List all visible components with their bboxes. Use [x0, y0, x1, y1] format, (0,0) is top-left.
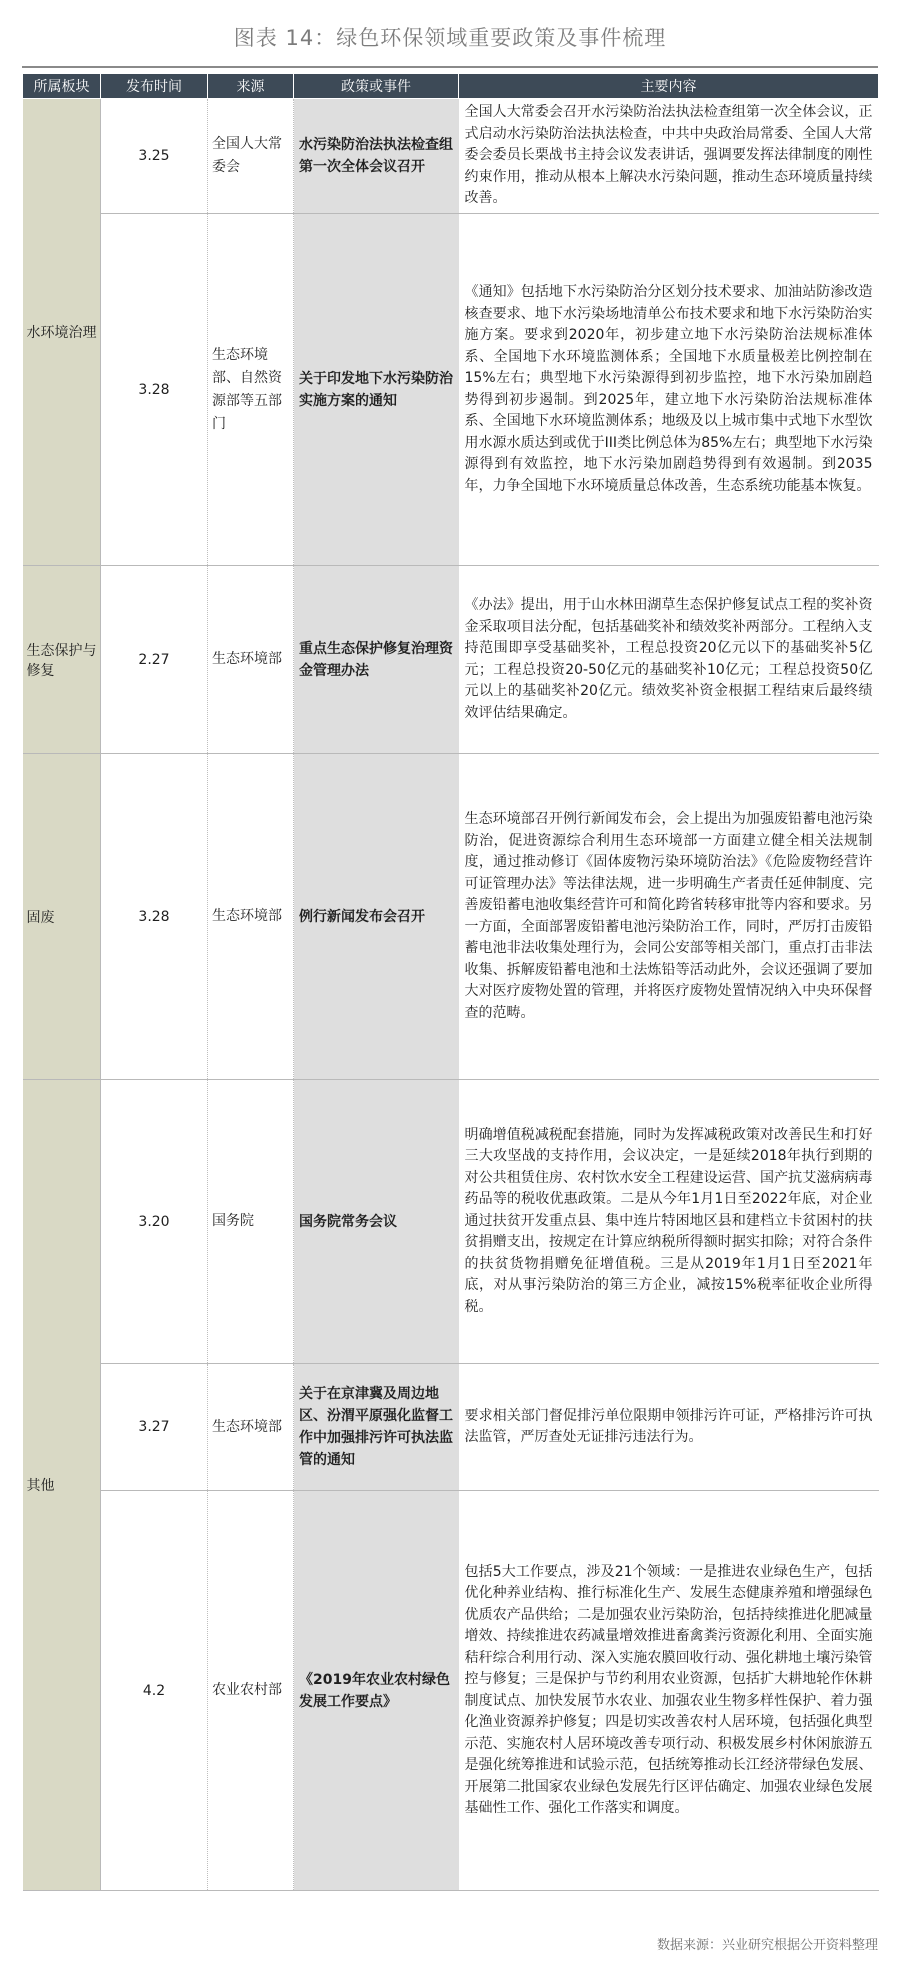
header-date: 发布时间	[101, 74, 208, 99]
source-cell: 全国人大常委会	[208, 99, 294, 214]
table-row	[23, 214, 879, 566]
source-cell: 生态环境部、自然资源部等五部门	[208, 214, 294, 566]
source-cell: 农业农村部	[208, 1491, 294, 1891]
source-note: 数据来源：兴业研究根据公开资料整理	[656, 1938, 878, 1953]
event-cell: 关于在京津冀及周边地区、汾渭平原强化监督工作中加强排污许可执法监管的通知	[294, 1364, 459, 1491]
date-cell: 3.20	[101, 1080, 208, 1364]
table-row	[23, 1364, 879, 1491]
date-cell: 3.28	[101, 754, 208, 1080]
date-cell: 3.28	[101, 214, 208, 566]
content-cell: 包括5大工作要点，涉及21个领域：一是推进农业绿色生产，包括优化种养业结构、推行标准化生产、发展生态健康养殖和增强绿色优质农产品供给；二是加强农业污染防治，包括持续推进化肥减量增效、持续推进农药减量增效推进畜禽粪污资源化利用、全面实施秸秆综合利用行动、深入实施农膜回收行动、强化耕地土壤污染管控与修复；三是保护与节约利用农业资源，包括扩大耕地轮作休耕制度试点、加快发展节水农业、加强农业生物多样性保护、着力强化渔业资源养护修复；四是切实改善农村人居环境，包括强化典型示范、实施农村人居环境改善专项行动、积极发展乡村休闲旅游五是强化统筹推进和试验示范，包括统筹推动长江经济带绿色发展、开展第二批国家农业绿色发展先行区评估确定、加强农业绿色发展基础性工作、强化工作落实和调度。	[459, 1491, 879, 1891]
source-cell: 国务院	[208, 1080, 294, 1364]
date-cell: 2.27	[101, 566, 208, 754]
table-row	[23, 566, 879, 754]
content-cell: 《通知》包括地下水污染防治分区划分技术要求、加油站防渗改造核查要求、地下水污染场地清单公布技术要求和地下水污染防治实施方案。要求到2020年，初步建立地下水污染防治法规标准体系、全国地下水环境监测体系；全国地下水质量极差比例控制在15%左右；典型地下水污染源得到初步监控，地下水污染加剧趋势得到初步遏制。到2025年，建立地下水污染防治法规标准体系、全国地下水环境监测体系；地级及以上城市集中式地下水型饮用水源水质达到或优于III类比例总体为85%左右；典型地下水污染源得到有效监控，地下水污染加剧趋势得到有效遏制。到2035年，力争全国地下水环境质量总体改善，生态系统功能基本恢复。	[459, 214, 879, 566]
chart-title: 图表 14：绿色环保领域重要政策及事件梳理	[233, 26, 667, 50]
content-cell: 《办法》提出，用于山水林田湖草生态保护修复试点工程的奖补资金采取项目法分配，包括基础奖补和绩效奖补两部分。工程纳入支持范围即享受基础奖补，工程总投资20亿元以下的基础奖补5亿元；工程总投资20-50亿元的基础奖补10亿元；工程总投资50亿元以上的基础奖补20亿元。绩效奖补资金根据工程结束后最终绩效评估结果确定。	[459, 566, 879, 754]
header-event: 政策或事件	[294, 74, 459, 99]
source-cell: 生态环境部	[208, 566, 294, 754]
event-cell: 关于印发地下水污染防治实施方案的通知	[294, 214, 459, 566]
sector-cell: 其他	[23, 1080, 101, 1891]
content-cell: 要求相关部门督促排污单位限期申领排污许可证，严格排污许可执法监管，严厉查处无证排污违法行为。	[459, 1364, 879, 1491]
content-cell: 生态环境部召开例行新闻发布会，会上提出为加强废铅蓄电池污染防治，促进资源综合利用生态环境部一方面建立健全相关法规制度，通过推动修订《固体废物污染环境防治法》《危险废物经营许可证管理办法》等法律法规，进一步明确生产者责任延伸制度、完善废铅蓄电池收集经营许可和简化跨省转移审批等内容和要求。另一方面，全面部署废铅蓄电池污染防治工作，同时，严厉打击废铅蓄电池非法收集处理行为，会同公安部等相关部门，重点打击非法收集、拆解废铅蓄电池和土法炼铅等活动此外，会议还强调了要加大对医疗废物处置的管理，并将医疗废物处置情况纳入中央环保督查的范畴。	[459, 754, 879, 1080]
sector-cell: 固废	[23, 754, 101, 1080]
date-cell: 4.2	[101, 1491, 208, 1891]
header-source: 来源	[208, 74, 294, 99]
date-cell: 3.27	[101, 1364, 208, 1491]
sector-cell: 水环境治理	[23, 99, 101, 566]
table-row	[23, 99, 879, 214]
event-cell: 水污染防治法执法检查组第一次全体会议召开	[294, 99, 459, 214]
policy-table	[22, 73, 879, 1891]
table-row	[23, 754, 879, 1080]
header-row	[23, 74, 879, 99]
event-cell: 例行新闻发布会召开	[294, 754, 459, 1080]
header-sector: 所属板块	[23, 74, 101, 99]
event-cell: 重点生态保护修复治理资金管理办法	[294, 566, 459, 754]
content-cell: 明确增值税减税配套措施，同时为发挥减税政策对改善民生和打好三大攻坚战的支持作用，会议决定，一是延续2018年执行到期的对公共租赁住房、农村饮水安全工程建设运营、国产抗艾滋病病毒药品等的税收优惠政策。二是从今年1月1日至2022年底，对企业通过扶贫开发重点县、集中连片特困地区县和建档立卡贫困村的扶贫捐赠支出，按规定在计算应纳税所得额时据实扣除；对符合条件的扶贫货物捐赠免征增值税。三是从2019年1月1日至2021年底，对从事污染防治的第三方企业，减按15%税率征收企业所得税。	[459, 1080, 879, 1364]
date-cell: 3.25	[101, 99, 208, 214]
title-divider	[22, 66, 878, 68]
source-cell: 生态环境部	[208, 754, 294, 1080]
header-content: 主要内容	[459, 74, 879, 99]
content-cell: 全国人大常委会召开水污染防治法执法检查组第一次全体会议，正式启动水污染防治法执法检查，中共中央政治局常委、全国人大常委会委员长栗战书主持会议发表讲话，强调要发挥法律制度的刚性约束作用，推动从根本上解决水污染问题，推动生态环境质量持续改善。	[459, 99, 879, 214]
event-cell: 《2019年农业农村绿色发展工作要点》	[294, 1491, 459, 1891]
sector-cell: 生态保护与修复	[23, 566, 101, 754]
table-row	[23, 1491, 879, 1891]
event-cell: 国务院常务会议	[294, 1080, 459, 1364]
source-cell: 生态环境部	[208, 1364, 294, 1491]
table-row	[23, 1080, 879, 1364]
